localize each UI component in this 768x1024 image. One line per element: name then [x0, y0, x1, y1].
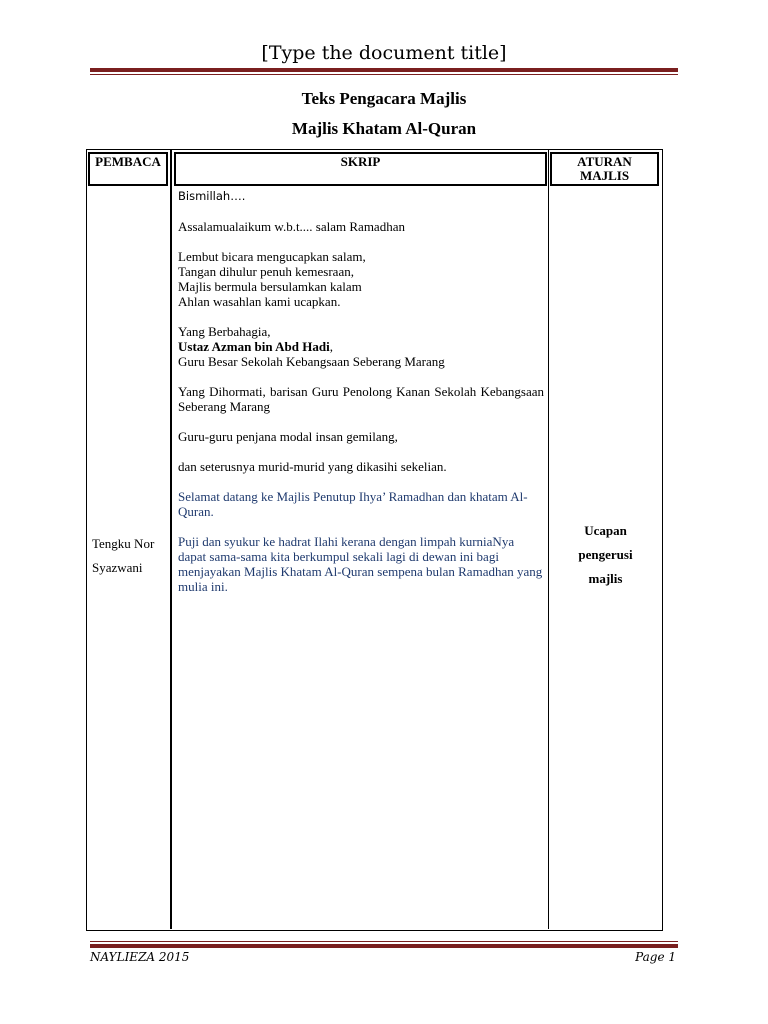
heading-majlis-khatam: Majlis Khatam Al-Quran — [291, 119, 477, 138]
script-greet-guru: Guru-guru penjana modal insan gemilang, — [178, 429, 398, 444]
script-salam: Assalamualaikum w.b.t.... salam Ramadhan — [178, 219, 405, 234]
column-divider-1 — [170, 149, 172, 929]
script-puji: Puji dan syukur ke hadrat Ilahi kerana dengan limpah kurniaNya dapat sama-sama kita berkumpul sekali lagi di dewan ini bagi menjayakan Majlis Khatam Al-Quran sempena bulan Ramadhan yang mulia ini. — [178, 534, 543, 594]
reader-name-line-1: Tengku Nor — [92, 536, 155, 551]
script-guest-role: Guru Besar Sekolah Kebangsaan Seberang Marang — [178, 354, 445, 369]
column-divider-2 — [548, 149, 549, 929]
aturan-line-2: pengerusi — [578, 547, 633, 562]
script-guest-name: Ustaz Azman bin Abd Hadi — [178, 339, 330, 354]
script-guest-name-line — [178, 339, 544, 354]
document-title: [Type the document title] — [261, 42, 507, 64]
script-bismillah: Bismillah…. — [178, 189, 246, 203]
footer-rule-thin — [90, 941, 678, 942]
footer-page-number: Page 1 — [635, 950, 676, 964]
header-rule-thick — [90, 68, 678, 72]
header-cell-aturan-majlis — [550, 152, 659, 186]
header-cell-aturan-text: ATURAN MAJLIS — [577, 154, 632, 183]
script-poem-line-1: Lembut bicara mengucapkan salam, — [178, 249, 366, 264]
header-cell-pembaca: PEMBACA — [88, 152, 168, 186]
footer-rule-thick — [90, 944, 678, 948]
script-greet-murid: dan seterusnya murid-murid yang dikasihi sekelian. — [178, 459, 447, 474]
reader-name-line-2: Syazwani — [92, 560, 143, 575]
script-poem-line-3: Majlis bermula bersulamkan kalam — [178, 279, 362, 294]
script-greet-berbahagia: Yang Berbahagia, — [178, 324, 271, 339]
script-guest-name-suffix: , — [329, 339, 333, 354]
reader-cell — [92, 532, 168, 580]
footer-author: NAYLIEZA 2015 — [90, 950, 190, 964]
aturan-line-1: Ucapan — [584, 523, 627, 538]
heading-teks-pengacara: Teks Pengacara Majlis — [301, 89, 467, 108]
script-poem-line-2: Tangan dihulur penuh kemesraan, — [178, 264, 354, 279]
script-poem-line-4: Ahlan wasahlan kami ucapkan. — [178, 294, 341, 309]
script-welcome: Selamat datang ke Majlis Penutup Ihya’ Ramadhan dan khatam Al-Quran. — [178, 489, 528, 519]
script-greet-dihormati: Yang Dihormati, barisan Guru Penolong Kanan Sekolah Kebangsaan Seberang Marang — [178, 384, 544, 414]
aturan-cell — [552, 519, 659, 591]
header-cell-skrip: SKRIP — [174, 152, 547, 186]
script-cell — [178, 189, 544, 594]
header-rule-thin — [90, 74, 678, 75]
aturan-line-3: majlis — [588, 571, 623, 586]
